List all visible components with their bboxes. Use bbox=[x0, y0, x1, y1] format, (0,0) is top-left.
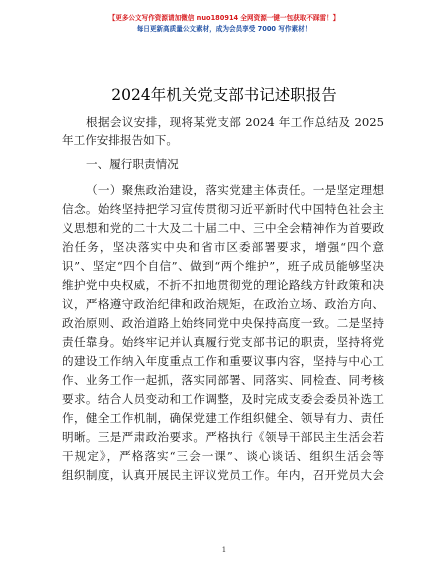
body-line: 议，严格遵守政治纪律和政治规矩，在政治立场、政治方向、 bbox=[62, 297, 384, 311]
body-line: 识”、坚定“四个自信”、做到“两个维护”，班子成员能够坚决 bbox=[62, 259, 384, 273]
body-line: 责任靠身。始终牢记并认真履行党支部书记的职责，坚持将党 bbox=[62, 335, 384, 349]
body-line: 政治原则、政治道路上始终同党中央保持高度一致。二是坚持 bbox=[62, 316, 384, 330]
body-line: 治任务，坚决落实中央和省市区委部署要求，增强“四个意 bbox=[62, 240, 384, 254]
body-line: （一）聚焦政治建设，落实党建主体责任。一是坚定理想 bbox=[86, 183, 384, 197]
body-line: 义思想和党的二十大及二十届二中、三中全会精神作为首要政 bbox=[62, 221, 384, 235]
section-heading: 一、履行职责情况 bbox=[86, 157, 179, 171]
body-line: 作，健全工作机制，确保党建工作组织健全、领导有力、责任 bbox=[62, 411, 384, 425]
body-line: 作、业务工作一起抓，落实同部署、同落实、同检查、同考核 bbox=[62, 373, 384, 387]
promo-banner-line-2: 每日更新高质量公文素材，成为会员享受 7000 写作素材！ bbox=[136, 25, 312, 33]
body-line: 要求。结合人员变动和工作调整，及时完成支委会委员补选工 bbox=[62, 392, 384, 406]
promo-banner-line-1: 【更多公文写作资源请加微信 nuo180914 全网资源一键一包获取不踩雷！】 bbox=[108, 14, 340, 22]
body-line: 组织制度，认真开展民主评议党员工作。年内，召开党员大会 bbox=[62, 468, 384, 482]
document-title: 2024年机关党支部书记述职报告 bbox=[111, 86, 337, 104]
body-line: 维护党中央权威，不折不扣地贯彻党的理论路线方针政策和决 bbox=[62, 278, 384, 292]
body-line: 根据会议安排，现将某党支部 2024 年工作总结及 2025 bbox=[86, 115, 384, 129]
body-line: 明晰。三是严肃政治要求。严格执行《领导干部民主生活会若 bbox=[62, 430, 384, 444]
body-line: 年工作安排报告如下。 bbox=[62, 133, 178, 147]
page-number: 1 bbox=[221, 546, 227, 554]
body-line: 的建设工作纳入年度重点工作和重要议事内容，坚持与中心工 bbox=[62, 354, 384, 368]
body-line: 干规定》，严格落实“三会一课”、谈心谈话、组织生活会等 bbox=[62, 449, 384, 463]
body-line: 信念。始终坚持把学习宣传贯彻习近平新时代中国特色社会主 bbox=[62, 202, 384, 216]
